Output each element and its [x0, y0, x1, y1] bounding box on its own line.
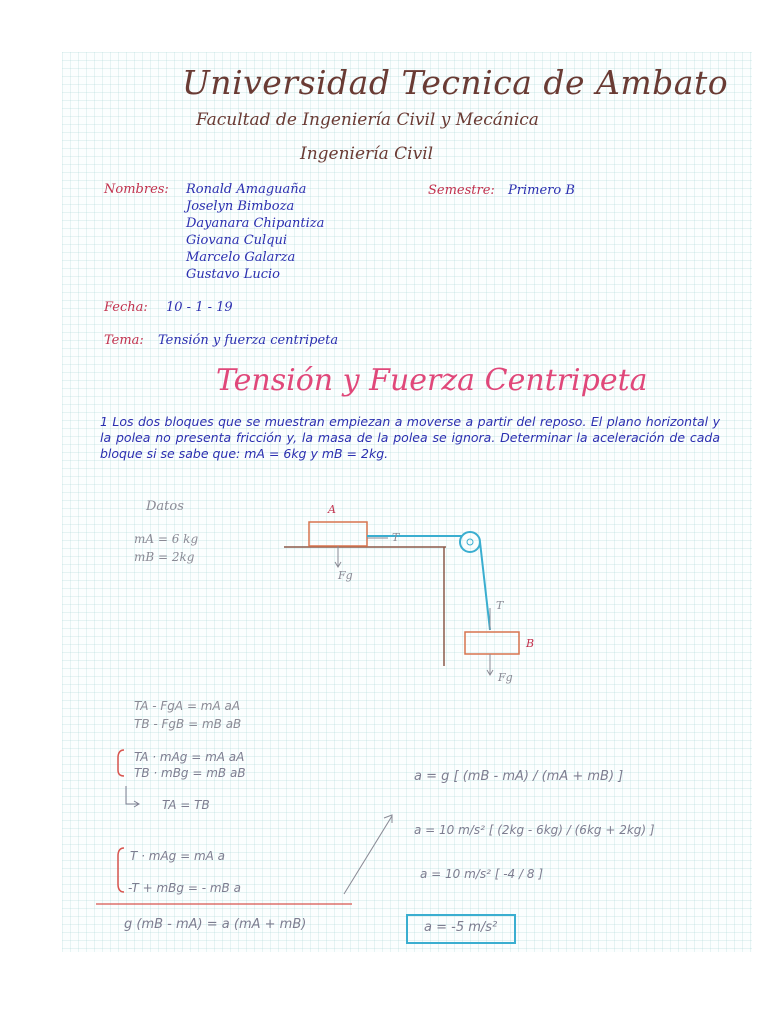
- solution-step-2: a = 10 m/s² [ (2kg - 6kg) / (6kg + 2kg) ]: [414, 823, 655, 837]
- system1-eq-b: TB · mBg = mB aB: [134, 766, 246, 780]
- pulley: [460, 532, 480, 552]
- name-2: Joselyn Bimboza: [186, 199, 295, 214]
- tension-a-label: T: [392, 531, 400, 544]
- date-value: 10 - 1 - 19: [166, 300, 233, 315]
- system2-eq-a: T · mAg = mA a: [130, 849, 226, 863]
- topic-value: Tensión y fuerza centripeta: [158, 333, 339, 348]
- block-a-label: A: [328, 503, 336, 516]
- university-title: Universidad Tecnica de Ambato: [182, 63, 729, 102]
- system1-eq-a: TA · mAg = mA aA: [134, 750, 245, 764]
- result-value: a = -5 m/s²: [424, 920, 498, 935]
- datos-label: Datos: [146, 499, 184, 514]
- datos-ma: mA = 6 kg: [134, 532, 199, 546]
- date-label: Fecha:: [104, 300, 148, 315]
- name-6: Gustavo Lucio: [186, 267, 280, 282]
- semester-label: Semestre:: [428, 183, 495, 198]
- faculty-line: Facultad de Ingeniería Civil y Mecánica: [196, 110, 539, 130]
- weight-b-label: Fg: [498, 671, 513, 684]
- solution-step-3: a = 10 m/s² [ -4 / 8 ]: [420, 867, 543, 881]
- section-title: Tensión y Fuerza Centripeta: [216, 363, 648, 398]
- topic-label: Tema:: [104, 333, 144, 348]
- equation-1: TA - FgA = mA aA: [134, 699, 241, 713]
- pulley-axle: [467, 539, 473, 545]
- names-label: Nombres:: [104, 182, 169, 197]
- block-a: [309, 522, 367, 546]
- tension-equality: TA = TB: [162, 798, 210, 812]
- career-line: Ingeniería Civil: [300, 144, 434, 164]
- name-1: Ronald Amaguaña: [186, 182, 307, 197]
- datos-mb: mB = 2kg: [134, 550, 195, 564]
- name-4: Giovana Culqui: [186, 233, 288, 248]
- rope-vertical: [480, 542, 490, 630]
- name-3: Dayanara Chipantiza: [186, 216, 325, 231]
- system2-eq-b: -T + mBg = - mB a: [128, 881, 241, 895]
- solution-pointer: [344, 816, 392, 894]
- weight-a-label: Fg: [338, 569, 353, 582]
- solution-step-1: a = g [ (mB - mA) / (mA + mB) ]: [414, 769, 624, 784]
- equality-arrow: [126, 786, 138, 804]
- system-bracket-1: [118, 750, 124, 776]
- problem-statement: 1 Los dos bloques que se muestran empiezan a moverse a partir del reposo. El plano horizontal y la polea no presenta fricción y, la masa de la polea se ignora. Determinar la aceleración de cada bloque si se sabe que: mA = 6kg y mB = 2kg.: [100, 414, 720, 461]
- system-bracket-2: [118, 848, 124, 892]
- semester-value: Primero B: [508, 183, 575, 198]
- name-5: Marcelo Galarza: [186, 250, 296, 265]
- block-b: [465, 632, 519, 654]
- equation-2: TB - FgB = mB aB: [134, 717, 242, 731]
- block-b-label: B: [526, 637, 535, 650]
- tension-b-label: T: [496, 599, 504, 612]
- combined-equation: g (mB - mA) = a (mA + mB): [124, 917, 307, 932]
